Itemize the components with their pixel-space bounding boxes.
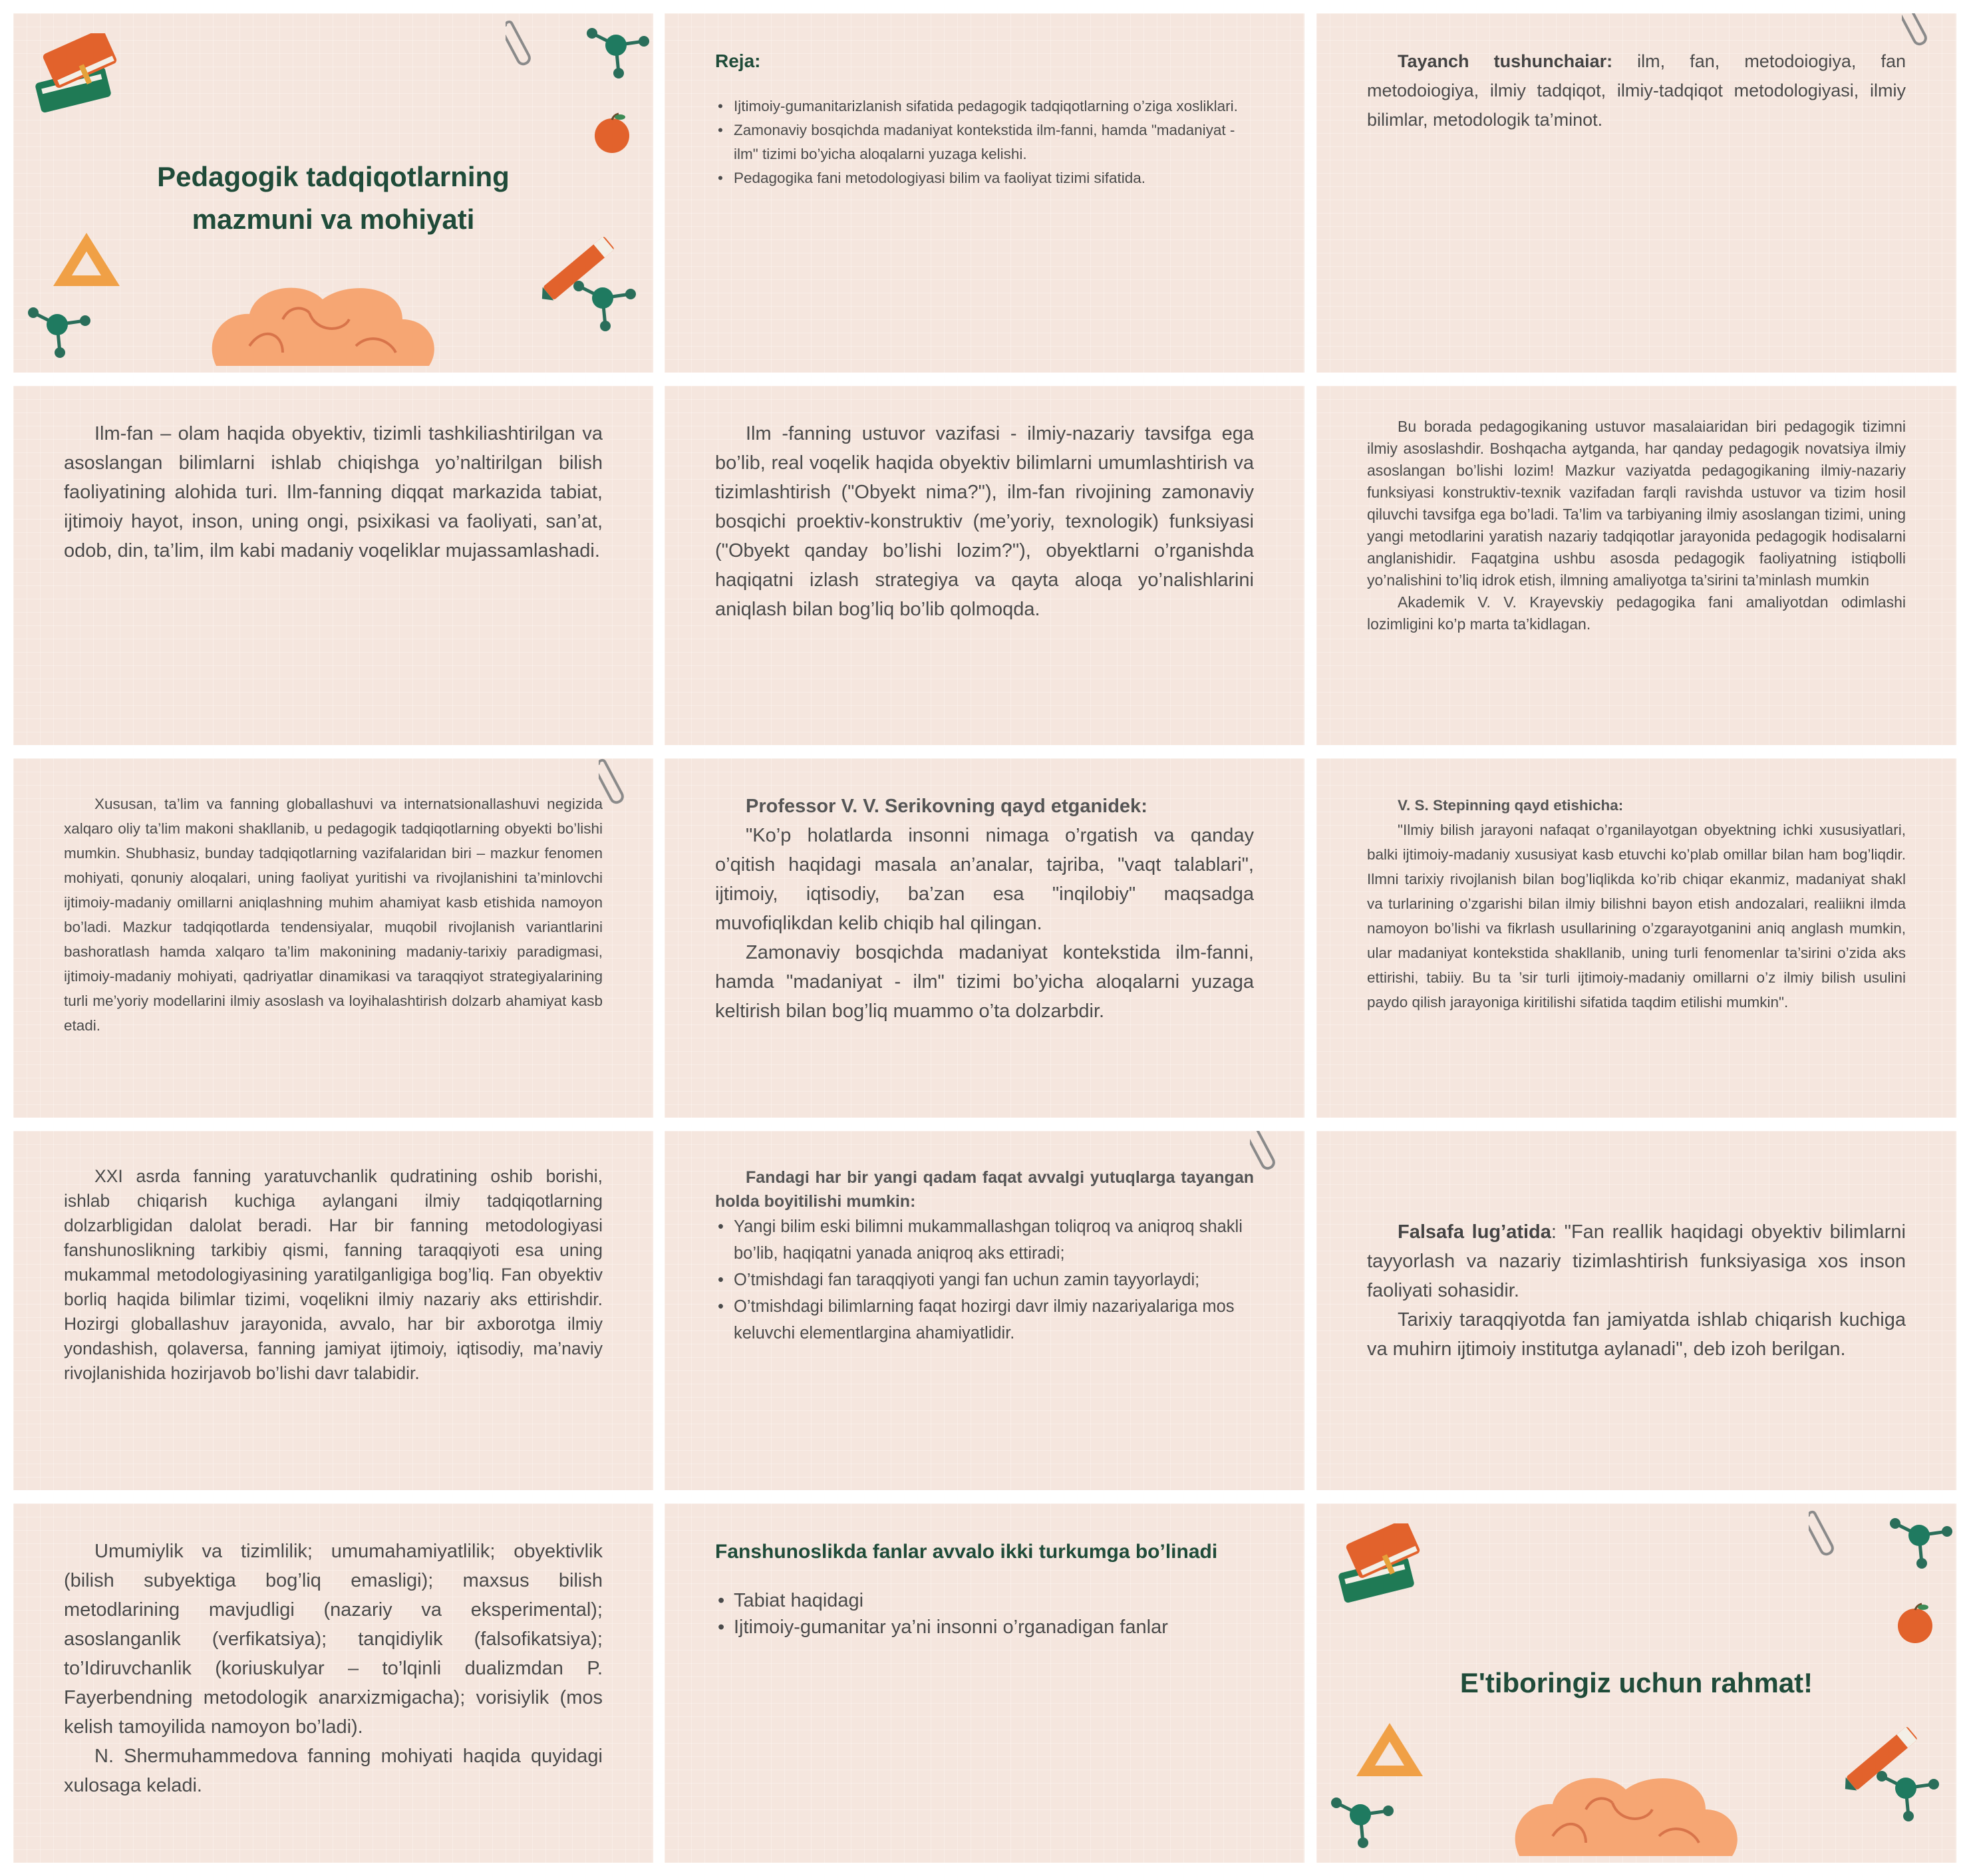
apple-icon [592, 112, 639, 158]
slide-globalization [13, 758, 653, 1118]
plan-item: • Zamonaviy bosqichda madaniyat kontekstida ilm-fanni, hamda "madaniyat - ilm" tizimi bo’yicha aloqalarni yuzaga kelishi. [715, 118, 1251, 166]
quote-heading: V. S. Stepinning qayd etishicha: [1398, 797, 1624, 814]
paperclip-icon [1809, 1510, 1842, 1570]
molecule-icon [27, 306, 93, 366]
slide-paragraph: Akademik V. V. Krayevskiy pedagogika fani amaliyotdan odimlashi lozimligini ko’p marta ta’kidlagan. [1367, 593, 1906, 633]
paperclip-icon [599, 758, 632, 818]
slide-paragraph: Zamonaviy bosqichda madaniyat kontekstida ilm-fanni, hamda "madaniyat - ilm" tizimi bo’yicha aloqalarni yuzaga keltirish bilan bog’liq muammo o’ta dolzarbdir. [715, 942, 1254, 1022]
brain-icon [1506, 1763, 1752, 1863]
molecule-icon [572, 279, 639, 346]
list-item: • Tabiat haqidagi [715, 1587, 1251, 1614]
slide-paragraph: Umumiylik va tizimlilik; umumahamiyatlilik; obyektivlik (bilish subyektiga bog’liq emasligi); maxsus bilish metodlarining mavjudligi (nazariy va eksperimental); asoslanganlik (verfikatsiya); tanqidiylik (falsofikatsiya); to’Idiruvchanlik (koriuskulyar – to’lqinli dualizmdan P. Fayerbendning metodologik anarxizmigacha); vorisiylik (mos kelish tamoyilida namoyon bo’ladi). [64, 1541, 603, 1738]
triangle-ruler-icon [1350, 1716, 1430, 1783]
slide-science-task [665, 386, 1304, 745]
slide-science-properties [13, 1503, 653, 1863]
books-icon [1336, 1523, 1423, 1603]
slide-paragraph: "Ilmiy bilish jarayoni nafaqat o’rganilayotgan obyektning ichki xususiyatlari, balki ijtimoiy-madaniy xususiyat kasb etuvchi ko’plab omillar bilan ham bog’liqdir. Ilmni tarixiy rivojlanish bilan bog’liqlikda ko’rib chiqar ekanmiz, madaniyat shakl va turlarining o’zgarishi bilan ilmiy bilishni bayon etish andozalari, realiikni ilmda namoyon bo’lishi va fikrlash usullarining o’zgarayotganini aniq anglash mumkin, ular madaniyat kontekstida shakllanib, uning turli fenomenlar ta’sirini o’zida aks ettirishi, tabiiy. Bu ta ’sir turli ijtimoiy-madaniy omillarni o’z ilmiy bilish usulini paydo qilish jarayoniga kiritilishi sifatida taqdim etilishi mumkin". [1367, 822, 1906, 1011]
slide-stepin-quote [1316, 758, 1956, 1118]
slide-new-step [665, 1131, 1304, 1490]
dictionary-label: Falsafa lug’atida [1398, 1221, 1551, 1243]
slide-thanks [1316, 1503, 1956, 1863]
list-item: • Yangi bilim eski bilimni mukammallashgan toliqroq va aniqroq shakli bo’lib, haqiqatni yanada aniqroq aks ettiradi; [715, 1213, 1254, 1267]
slide-philosophy-dictionary [1316, 1131, 1956, 1490]
apple-icon [1895, 1602, 1942, 1648]
thanks-title: E'tiboringiz uchun rahmat! [1459, 1667, 1813, 1698]
slide-paragraph: Ilm-fan – olam haqida obyektiv, tizimli tashkiliashtirilgan va asoslangan bilimlarni ishlab chiqishga yo’naltirilgan bilish faoliyatining alohida turi. Ilm-fanning diqqat markazida tabiat, ijtimoiy hayot, inson, uning ongi, psixikasi va faoliyati, san’at, odob, din, ta’lim, ilm kabi madaniy voqeliklar mujassamlashadi. [64, 423, 603, 561]
quote-heading: Professor V. V. Serikovning qayd etganidek: [746, 796, 1147, 817]
list-heading: Fandagi har bir yangi qadam faqat avvalgi yutuqlarga tayangan holda boyitilishi mumkin: [715, 1168, 1254, 1211]
slide-paragraph: Falsafa lug’atida: "Fan reallik haqidagi obyektiv bilimlarni tayyorlash va nazariy tizimlashtirish funksiyasiga xos inson faoliyati sohasidir. [1367, 1221, 1906, 1301]
list-item: • Ijtimoiy-gumanitar ya’ni insonni o’rganadigan fanlar [715, 1614, 1251, 1641]
slide-paragraph: XXI asrda fanning yaratuvchanlik qudratining oshib borishi, ishlab chiqarish kuchiga aylangani ilmiy tadqiqotlarning dolzarbligidan dalolat beradi. Har bir fanning metodologiyasi fanshunoslikning tarkibiy qismi, fanning taraqqiyoti esa uning mukammal metodologiyasining yaratilganligiga bog’liq. Fan obyektiv borliq haqida bilimlar tizimi, voqelikni ilmiy nazariy aks ettirishdir. Hozirgi globallashuv jarayonida, avvalo, har bir axborotga ilmiy yondashish, qolaversa, fanning jamiyat ijtimoiy, iqtisodiy, ma’naviy rivojlanishida hozirjavob bo’lishi davr talabidir. [64, 1166, 603, 1383]
keywords-text: Tayanch tushunchaiar: ilm, fan, metodoiogiya, fan metodoiogiya, ilmiy tadqiqot, ilmiy-tadqiqot metodologiyasi, ilmiy bilimlar, metodologik ta’minot. [1367, 51, 1906, 130]
list-item: • O’tmishdagi fan taraqqiyoti yangi fan uchun zamin tayyorlaydi; [715, 1267, 1254, 1293]
plan-item: • Pedagogika fani metodologiyasi bilim va faoliyat tizimi sifatida. [715, 166, 1251, 190]
slide-paragraph: "Ko’p holatlarda insonni nimaga o’rgatish va qanday o’qitish haqidagi masala an’analar, tajriba, "vaqt talablari", ijtimoiy, iqtisodiy, ba’zan esa "inqilobiy" maqsadga muvofiqlikdan kelib chiqib hal qilingan. [715, 825, 1254, 934]
paperclip-icon [1902, 13, 1935, 60]
plan-item: • Ijtimoiy-gumanitarizlanish sifatida pedagogik tadqiqotlarning o’ziga xosliklari. [715, 94, 1251, 118]
slide-paragraph: Ilm -fanning ustuvor vazifasi - ilmiy-nazariy tavsifga ega bo’lib, real voqelik haqida obyektiv bilimlarni umumlashtirish va tizimlashtirish ("Obyekt nima?"), ilm-fan rivojining zamonaviy bosqichi proektiv-konstruktiv (me’yoriy, texnologik) funksiyasi ("Obyekt qanday bo’lishi lozim?"), obyektlarni o’rganishda haqiqatni izlash strategiya va qayta aloqa yo’nalishlarini aniqlash bilan bog’liq bo’lib qolmoqda. [715, 423, 1254, 620]
slide-plan [665, 13, 1304, 373]
slide-paragraph: Tarixiy taraqqiyotda fan jamiyatda ishlab chiqarish kuchiga va muhirn ijtimoiy institutga aylanadi", deb izoh berilgan. [1367, 1309, 1906, 1360]
molecule-icon [1330, 1796, 1396, 1856]
step-list [715, 1213, 1254, 1346]
molecule-icon [585, 27, 652, 86]
slide-paragraph: Xususan, ta’lim va fanning globallashuvi va internatsionallashuvi negizida xalqaro oliy ta’lim makoni shakllanib, u pedagogik tadqiqotlarning obyekti bo’lishi mumkin. Shubhasiz, bunday tadqiqotlarning vazifalaridan biri – mazkur fenomen mohiyati, qonuniy aloqalari, uning faoliyat yuritishi va rivojlanishini ta’minlovchi ijtimoiy-madaniy omillarni aniqlashning muhim ahamiyat kasb etishida namoyon bo’ladi. Mazkur tadqiqotlarda tendensiyalar, muqobil rivojlanish variantlarini bashoratlash hamda xalqaro ta’lim makonining madaniy-tarixiy paradigmasi, ijtimoiy-madaniy mohiyati, qadriyatlar dinamikasi va taraqqiyot strategiyalarining turli me’yoriy modellarini ilmiy asoslash va loyihalashtirish dolzarb ahamiyat kasb etadi. [64, 796, 603, 1034]
paperclip-icon [1250, 1131, 1283, 1184]
slide-xxi-century [13, 1131, 653, 1490]
types-heading: Fanshunoslikda fanlar avvalo ikki turkumga bo’linadi [715, 1541, 1218, 1563]
list-item: • O’tmishdagi bilimlarning faqat hozirgi davr ilmiy nazariyalariga mos keluvchi elementlargina ahamiyatlidir. [715, 1293, 1254, 1346]
slide-keywords [1316, 13, 1956, 373]
slide-title [13, 13, 653, 373]
plan-heading: Reja: [715, 51, 761, 71]
presentation-title: Pedagogik tadqiqotlarning mazmuni va mohiyati [157, 161, 510, 235]
keywords-label: Tayanch tushunchaiar: [1398, 51, 1613, 71]
molecule-icon [1889, 1517, 1955, 1577]
slide-science-definition [13, 386, 653, 745]
slide-science-types [665, 1503, 1304, 1863]
slide-paragraph: Bu borada pedagogikaning ustuvor masalaiaridan biri pedagogik tizimni ilmiy asoslashdir. Boshqacha aytganda, har qanday pedagogik novatsiya ilmiy asoslangan bo’lishi lozim! Mazkur vaziyatda pedagogikaning ilmiy-nazariy funksiyasi konstruktiv-texnik vazifadan farqli ravishda ustuvor va tizim hosil qiluvchi tavsifga ega bo’ladi. Ta’lim va tarbiyaning ilmiy asoslangan tizimi, uning yangi metodlarini yaratish nazariy tadqiqotlar jarayonida pedagogik hodisalarni anglanishidir. Faqatgina ushbu asosda pedagogik faoliyatning istiqbolli yo’nalishini to’liq idrok etish, ilmning amaliyotga ta’sirini ta’minlash mumkin [1367, 418, 1906, 589]
brain-icon [203, 273, 449, 373]
books-icon [33, 33, 120, 113]
types-list [715, 1587, 1251, 1641]
slide-pedagogy-priority [1316, 386, 1956, 745]
molecule-icon [1875, 1770, 1942, 1836]
slide-serikov-quote [665, 758, 1304, 1118]
slide-paragraph: N. Shermuhammedova fanning mohiyati haqida quyidagi xulosaga keladi. [64, 1746, 603, 1796]
plan-list [715, 94, 1251, 190]
paperclip-icon [506, 20, 539, 80]
